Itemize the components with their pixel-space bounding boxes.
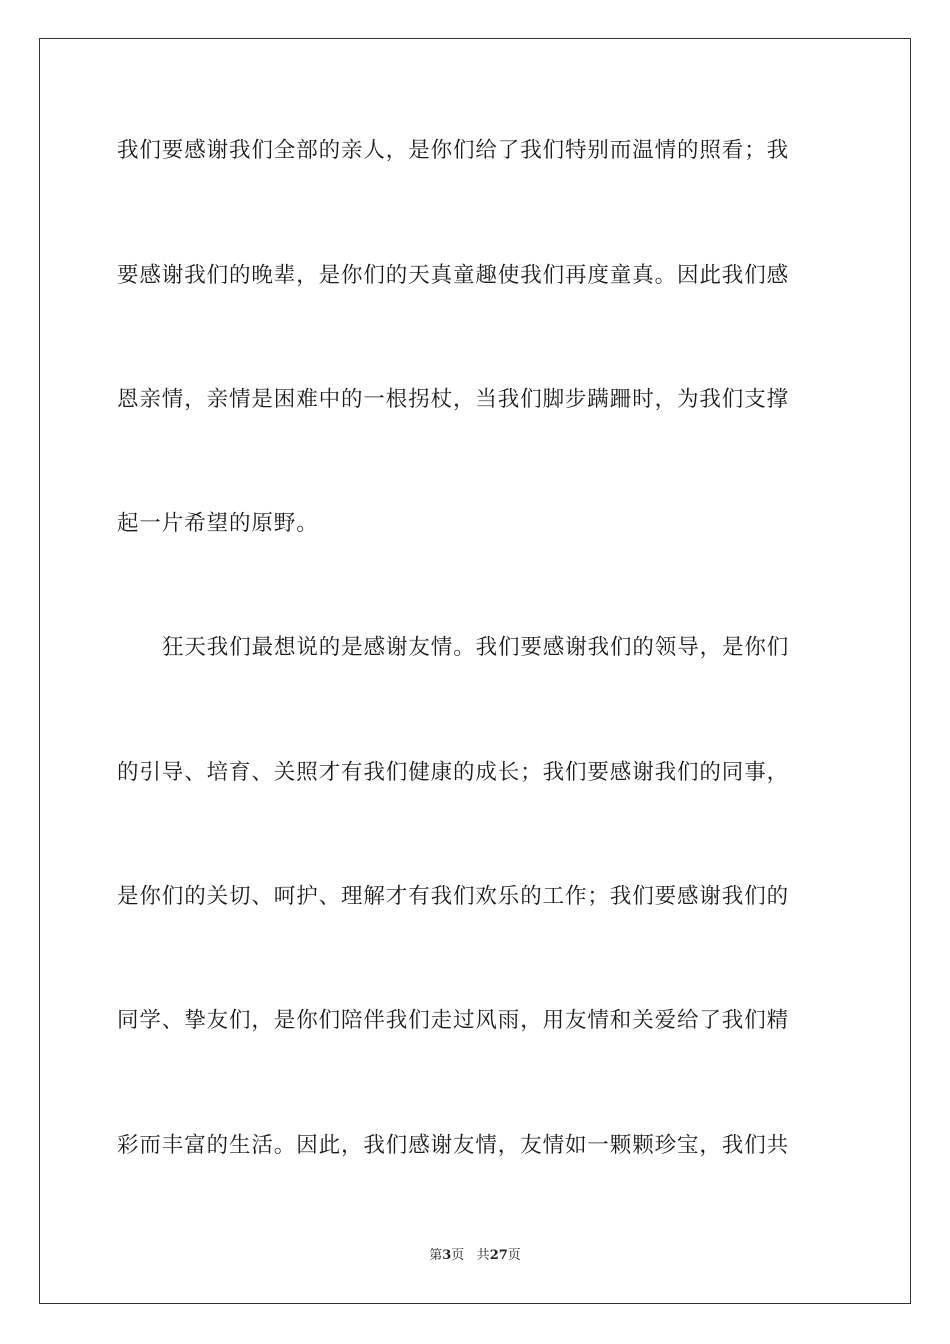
page-suffix: 页 xyxy=(451,1248,465,1263)
text-line: 恩亲情，亲情是困难中的一根拐杖，当我们脚步蹒跚时，为我们支撑 xyxy=(117,387,790,412)
text-line: 的引导、培育、关照才有我们健康的成长；我们要感谢我们的同事， xyxy=(117,760,790,785)
text-line: 我们要感谢我们全部的亲人，是你们给了我们特别而温情的照看；我 xyxy=(117,138,790,163)
text-line: 彩而丰富的生活。因此，我们感谢友情，友情如一颗颗珍宝，我们共 xyxy=(117,1133,790,1158)
page-border xyxy=(39,38,911,1304)
text-line: 起一片希望的原野。 xyxy=(117,511,319,536)
paragraph-start-line: 狂天我们最想说的是感谢友情。我们要感谢我们的领导，是你们 xyxy=(162,635,790,660)
total-suffix: 页 xyxy=(507,1248,521,1263)
text-line: 同学、挚友们，是你们陪伴我们走过风雨，用友情和关爱给了我们精 xyxy=(117,1008,790,1033)
total-prefix: 共 xyxy=(476,1248,490,1263)
page-number: 3 xyxy=(442,1248,452,1263)
text-line: 是你们的关切、呵护、理解才有我们欢乐的工作；我们要感谢我们的 xyxy=(117,884,790,909)
text-line: 要感谢我们的晚辈，是你们的天真童趣使我们再度童真。因此我们感 xyxy=(117,263,790,288)
page-prefix: 第 xyxy=(429,1248,443,1263)
total-pages: 27 xyxy=(489,1248,508,1263)
page-footer xyxy=(0,1247,950,1265)
